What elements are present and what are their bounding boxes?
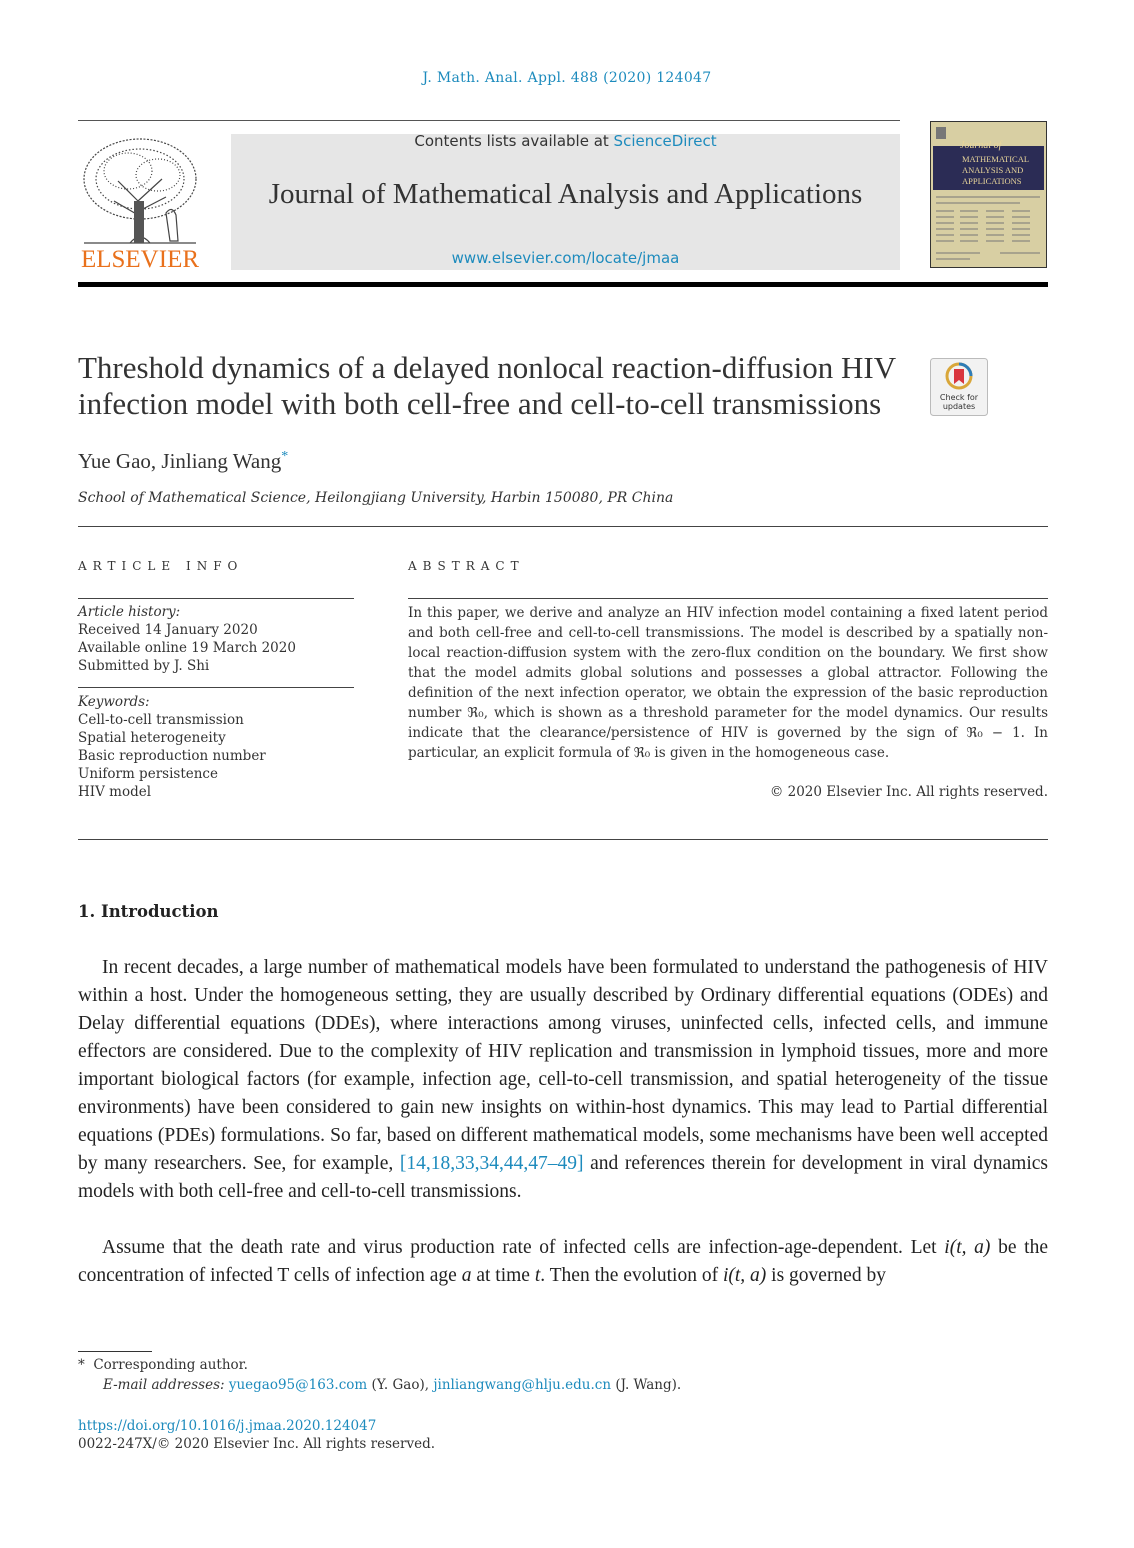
history-submitted: Submitted by J. Shi xyxy=(78,658,210,674)
math-expression: i(t, a) xyxy=(722,1265,767,1286)
math-expression: a xyxy=(461,1265,472,1286)
paragraph-text: is governed by xyxy=(766,1265,886,1286)
contents-prefix: Contents lists available at xyxy=(414,132,614,150)
elsevier-tree-icon xyxy=(78,131,202,271)
corresponding-author-link[interactable]: * xyxy=(281,449,289,464)
affiliation-rule xyxy=(78,526,1048,527)
email-link-gao[interactable]: yuegao95@163.com xyxy=(228,1377,368,1393)
check-for-updates-icon xyxy=(930,358,988,416)
keywords xyxy=(78,693,266,801)
paragraph-text: . Then the evolution of xyxy=(540,1265,723,1286)
journal-url-link[interactable]: www.elsevier.com/locate/jmaa xyxy=(451,249,680,267)
paragraph-text: Assume that the death rate and virus production rate of infected cells are infection-age-dependent. Let xyxy=(102,1237,945,1258)
citation-links[interactable]: [14,18,33,34,44,47–49] xyxy=(399,1153,584,1174)
affiliation: School of Mathematical Science, Heilongjiang University, Harbin 150080, PR China xyxy=(78,490,674,506)
abstract-rule xyxy=(408,598,1048,599)
svg-text:ANALYSIS AND: ANALYSIS AND xyxy=(962,165,1024,175)
svg-text:Check for: Check for xyxy=(939,393,979,402)
paper-title-line2: infection model with both cell-free and cell-to-cell transmissions xyxy=(78,386,882,421)
abstract-text: In this paper, we derive and analyze an HIV infection model containing a fixed latent period and both cell-free and cell-to-cell transmissions. The model is described by a spatially non-local reaction-diffusion system with the zero-flux condition on the boundary. We first show that the model admits global solutions and possesses a global attractor. Following the definition of the next infection operator, we obtain the expression of the basic reproduction number ℜ₀, which is shown as a threshold parameter for the model dynamics. Our results indicate that the clearance/persistence of HIV is governed by the sign of ℜ₀ − 1. In particular, an explicit formula of ℜ₀ is given in the homogeneous case. xyxy=(408,605,1048,761)
footnote-emails xyxy=(103,1377,681,1393)
history-received: Received 14 January 2020 xyxy=(78,622,258,638)
history-label: Article history: xyxy=(78,604,181,620)
email-owner: (J. Wang). xyxy=(611,1377,682,1393)
authors xyxy=(78,449,288,474)
keywords-rule xyxy=(78,687,354,688)
paragraph-text: In recent decades, a large number of mathematical models have been formulated to understand the pathogenesis of HIV within a host. Under the homogeneous setting, they are usually described by Ordinary differential equations (ODEs) and Delay differential equations (DDEs), where interactions among viruses, uninfected cells, infected cells, and immune effectors are considered. Due to the complexity of HIV replication and transmission in lymphoid tissues, more and more important biological factors (for example, infection age, cell-to-cell transmission, and spatial heterogeneity of the tissue environments) have been considered to gain new insights on within-host dynamics. This may lead to Partial differential equations (PDEs) formulations. So far, based on different mathematical models, some mechanisms have been well accepted by many researchers. See, for example, xyxy=(78,957,1048,1174)
email-link-wang[interactable]: jinliangwang@hlju.edu.cn xyxy=(433,1377,612,1393)
keyword-item: Spatial heterogeneity xyxy=(78,730,226,746)
paragraph-text: and references therein for development in viral dynamics models with both cell-free and cell-to-cell transmissions. xyxy=(78,1153,1049,1202)
footnote-rule xyxy=(78,1351,152,1352)
issn-copyright: 0022-247X/© 2020 Elsevier Inc. All rights reserved. xyxy=(78,1436,436,1452)
email-label: E-mail addresses: xyxy=(103,1377,225,1393)
doi-link[interactable]: https://doi.org/10.1016/j.jmaa.2020.124047 xyxy=(78,1418,377,1434)
svg-text:MATHEMATICAL: MATHEMATICAL xyxy=(962,154,1030,164)
journal-cover-image xyxy=(930,121,1047,268)
footnote-text: Corresponding author. xyxy=(93,1357,248,1373)
check-for-updates-button[interactable] xyxy=(930,358,988,416)
svg-text:Journal of: Journal of xyxy=(960,140,1002,151)
intro-paragraph-1 xyxy=(78,954,1048,1206)
article-info-rule xyxy=(78,598,354,599)
keywords-label: Keywords: xyxy=(78,694,150,710)
keyword-item: HIV model xyxy=(78,784,152,800)
math-expression: t xyxy=(534,1265,541,1286)
journal-cover xyxy=(930,121,1047,268)
contents-line xyxy=(231,132,900,150)
abstract-end-rule xyxy=(78,839,1048,840)
footnote-mark: * xyxy=(78,1357,85,1373)
paragraph-text: at time xyxy=(471,1265,535,1286)
abstract-copyright: © 2020 Elsevier Inc. All rights reserved. xyxy=(769,784,1048,800)
elsevier-wordmark: ELSEVIER xyxy=(80,246,200,271)
keyword-item: Uniform persistence xyxy=(78,766,218,782)
journal-reference[interactable]: J. Math. Anal. Appl. 488 (2020) 124047 xyxy=(422,70,712,86)
intro-paragraph-2 xyxy=(78,1234,1048,1290)
section-heading-introduction: 1. Introduction xyxy=(78,902,219,921)
paragraph-text: be the concentration of infected T cells of infection age xyxy=(78,1237,1048,1286)
history-online: Available online 19 March 2020 xyxy=(78,640,296,656)
article-info-heading: ARTICLE INFO xyxy=(78,559,244,573)
keyword-item: Basic reproduction number xyxy=(78,748,266,764)
paper-title xyxy=(78,350,918,422)
footnote-corresponding xyxy=(78,1357,248,1373)
elsevier-logo xyxy=(78,131,202,271)
math-expression: i(t, a) xyxy=(944,1237,991,1258)
email-owner: (Y. Gao), xyxy=(367,1377,434,1393)
header-thick-rule xyxy=(78,282,1048,287)
sciencedirect-link[interactable]: ScienceDirect xyxy=(613,132,717,150)
paper-title-line1: Threshold dynamics of a delayed nonlocal reaction-diffusion HIV xyxy=(78,350,897,385)
header-rule xyxy=(78,120,900,121)
author-names: Yue Gao, Jinliang Wang xyxy=(78,449,282,473)
article-history xyxy=(78,603,296,675)
abstract-heading: ABSTRACT xyxy=(408,559,525,573)
keyword-item: Cell-to-cell transmission xyxy=(78,712,244,728)
journal-title: Journal of Mathematical Analysis and Applications xyxy=(268,178,863,210)
svg-text:APPLICATIONS: APPLICATIONS xyxy=(962,176,1022,186)
svg-text:updates: updates xyxy=(942,402,976,411)
